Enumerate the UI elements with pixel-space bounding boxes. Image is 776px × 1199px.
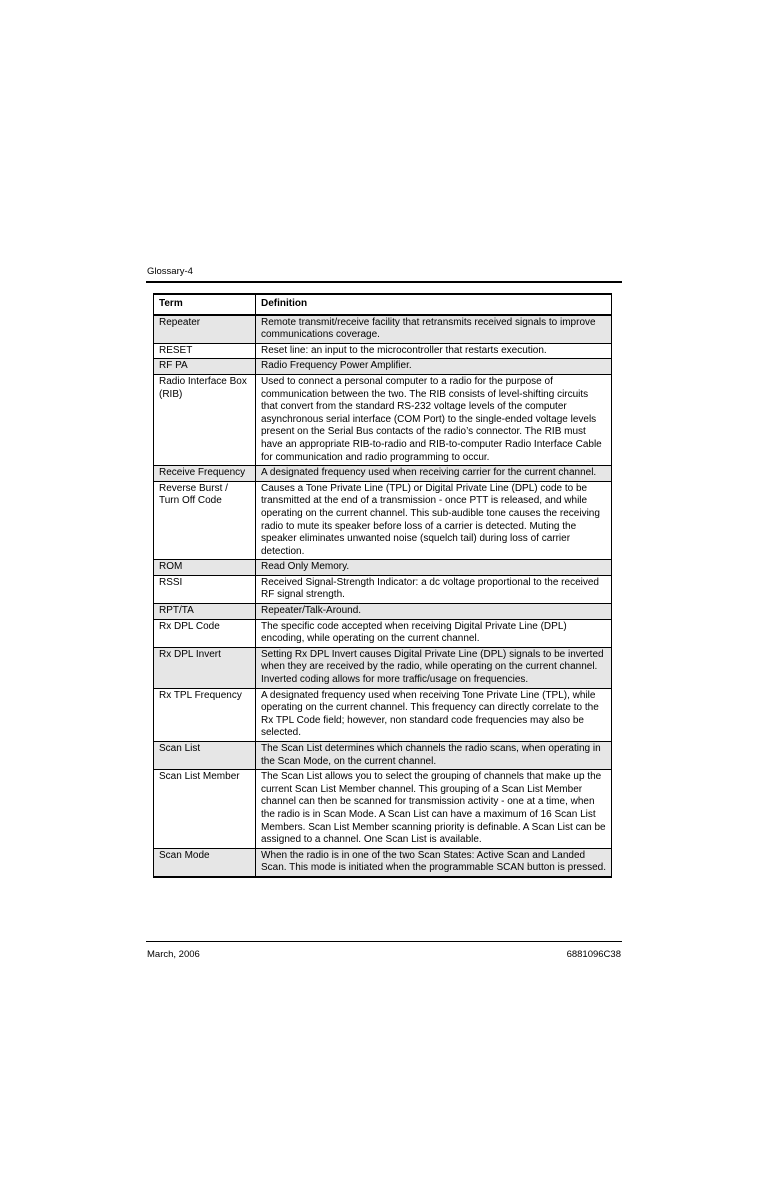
glossary-term: Rx DPL Invert [154,647,256,688]
glossary-definition: The Scan List determines which channels the radio scans, when operating in the Scan Mode, on the current channel. [256,742,612,770]
footer-doc-number: 6881096C38 [566,949,621,960]
glossary-definition: A designated frequency used when receiving Tone Private Line (TPL), while operating on the current channel. This frequency can directly correlate to the Rx TPL Code field; however, non standard code frequencies may also be selected. [256,688,612,741]
glossary-term: Rx TPL Frequency [154,688,256,741]
table-row [154,560,612,576]
glossary-definition: Remote transmit/receive facility that retransmits received signals to improve communications coverage. [256,315,612,344]
table-row [154,688,612,741]
column-header-term: Term [154,294,256,315]
glossary-term: RESET [154,343,256,359]
table-row [154,374,612,465]
glossary-definition: Received Signal-Strength Indicator: a dc voltage proportional to the received RF signal strength. [256,575,612,603]
glossary-definition: Reset line: an input to the microcontroller that restarts execution. [256,343,612,359]
glossary-definition: Radio Frequency Power Amplifier. [256,359,612,375]
glossary-definition: Repeater/Talk-Around. [256,604,612,620]
table-row [154,575,612,603]
footer-divider [146,941,622,942]
table-row [154,848,612,877]
glossary-term: Rx DPL Code [154,619,256,647]
glossary-term: RSSI [154,575,256,603]
table-header-row [154,294,612,315]
table-row [154,647,612,688]
glossary-term: Scan List [154,742,256,770]
glossary-definition: Causes a Tone Private Line (TPL) or Digital Private Line (DPL) code to be transmitted at the end of a transmission - once PTT is released, and while operating on the current channel. This sub-audible tone causes the receiving radio to mute its speaker before loss of a carrier is detected. Muting the speaker eliminates unwanted noise (squelch tail) during loss of carrier detection. [256,481,612,560]
footer-date: March, 2006 [147,949,200,960]
table-row [154,481,612,560]
glossary-term: RF PA [154,359,256,375]
glossary-term: Scan List Member [154,770,256,849]
table-row [154,604,612,620]
glossary-definition: When the radio is in one of the two Scan States: Active Scan and Landed Scan. This mode is initiated when the programmable SCAN button is pressed. [256,848,612,877]
glossary-definition: A designated frequency used when receiving carrier for the current channel. [256,466,612,482]
section-label: Glossary-4 [147,266,193,277]
glossary-term: ROM [154,560,256,576]
glossary-term: Receive Frequency [154,466,256,482]
table-row [154,466,612,482]
glossary-term: Reverse Burst / Turn Off Code [154,481,256,560]
table-row [154,619,612,647]
column-header-definition: Definition [256,294,612,315]
table-row [154,742,612,770]
glossary-table [153,293,612,878]
table-row [154,770,612,849]
glossary-definition: Used to connect a personal computer to a radio for the purpose of communication between the two. The RIB consists of level-shifting circuits that convert from the standard RS-232 voltage levels of the computer asynchronous serial interface (COM Port) to the single-ended voltage levels present on the Serial Bus contacts of the radio’s connector. The RIB must have an appropriate RIB-to-radio and RIB-to-computer Radio Interface Cable for communication and radio programming to occur. [256,374,612,465]
table-row [154,343,612,359]
header-divider [146,281,622,283]
glossary-term: Repeater [154,315,256,344]
glossary-term: Radio Interface Box (RIB) [154,374,256,465]
glossary-term: RPT/TA [154,604,256,620]
glossary-definition: Read Only Memory. [256,560,612,576]
glossary-definition: The specific code accepted when receiving Digital Private Line (DPL) encoding, while operating on the current channel. [256,619,612,647]
glossary-definition: Setting Rx DPL Invert causes Digital Private Line (DPL) signals to be inverted when they are received by the radio, while operating on the current channel. Inverted coding allows for more traffic/usage on frequencies. [256,647,612,688]
table-row [154,359,612,375]
glossary-definition: The Scan List allows you to select the grouping of channels that make up the current Scan List Member channel. This grouping of a Scan List Member channel can then be scanned for transmission activity - one at a time, when the radio is in Scan Mode. A Scan List can have a maximum of 16 Scan List Members. Scan List Member scanning priority is definable. A Scan List can be assigned to a channel. One Scan List is available. [256,770,612,849]
table-row [154,315,612,344]
glossary-table-body [154,315,612,877]
glossary-term: Scan Mode [154,848,256,877]
